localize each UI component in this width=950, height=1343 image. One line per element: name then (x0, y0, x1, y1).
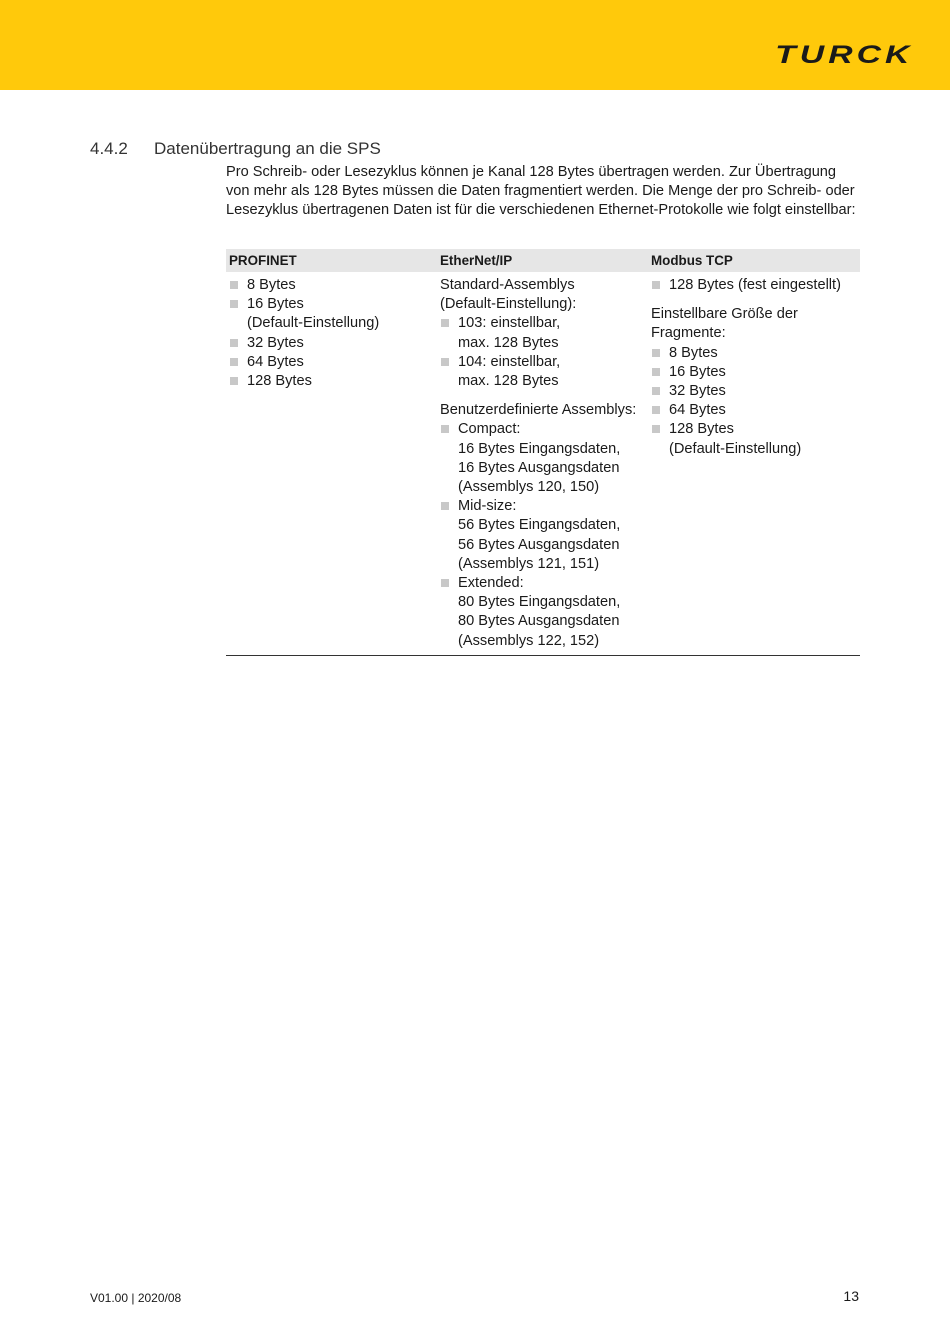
modbus-fixed-list (648, 276, 860, 295)
footer-version: V01.00 | 2020/08 (90, 1291, 182, 1305)
fragment-size-list (648, 344, 860, 459)
table-body-row (226, 272, 860, 656)
list-item: Compact: 16 Bytes Eingangsdaten, 16 Bytes Ausgangsdaten (Assemblys 120, 150) (437, 420, 648, 497)
list-item: 103: einstellbar, max. 128 Bytes (437, 314, 648, 352)
header-profinet: PROFINET (229, 253, 297, 268)
list-item: Extended: 80 Bytes Eingangsdaten, 80 Bytes Ausgangsdaten (Assemblys 122, 152) (437, 574, 648, 651)
section-heading (90, 139, 381, 159)
list-item: 8 Bytes (648, 344, 860, 363)
list-item: 64 Bytes (226, 353, 437, 372)
section-title: Datenübertragung an die SPS (154, 139, 381, 158)
list-item: 16 Bytes (Default-Einstellung) (226, 295, 437, 333)
list-item: 32 Bytes (648, 382, 860, 401)
fragment-size-heading: Einstellbare Größe der Fragmente: (651, 306, 798, 342)
modbus-cell (648, 276, 860, 651)
list-item: Mid-size: 56 Bytes Eingangsdaten, 56 Bytes Ausgangsdaten (Assemblys 121, 151) (437, 497, 648, 574)
table-header-row (226, 249, 860, 272)
page-number: 13 (843, 1288, 859, 1304)
protocol-table (226, 249, 860, 656)
profinet-list (226, 276, 437, 391)
list-item: 8 Bytes (226, 276, 437, 295)
profinet-cell (226, 276, 437, 651)
ethernetip-cell (437, 276, 648, 651)
standard-assemblies-list (437, 314, 648, 391)
list-item: 128 Bytes (fest eingestellt) (648, 276, 860, 295)
list-item: 104: einstellbar, max. 128 Bytes (437, 353, 648, 391)
list-item: 16 Bytes (648, 363, 860, 382)
header-modbus: Modbus TCP (651, 253, 733, 268)
section-number: 4.4.2 (90, 139, 128, 158)
custom-assemblies-heading: Benutzerdefinierte Assemblys: (440, 402, 637, 419)
standard-assemblies-heading: Standard-Assemblys (Default-Einstellung): (440, 277, 577, 313)
header-ethernetip: EtherNet/IP (440, 253, 513, 268)
intro-paragraph: Pro Schreib- oder Lesezyklus können je Kanal 128 Bytes übertragen werden. Zur Übertragung von mehr als 128 Bytes müssen die Daten fragmentiert werden. Die Menge der pro Schreib- oder Lesezyklus übertragenen Daten ist für die verschiedenen Ethernet-Protokolle wie folgt einstellbar: (226, 164, 856, 219)
list-item: 32 Bytes (226, 334, 437, 353)
list-item: 64 Bytes (648, 401, 860, 420)
turck-logo: TURCK (774, 41, 913, 69)
list-item: 128 Bytes (Default-Einstellung) (648, 420, 860, 458)
custom-assemblies-list (437, 420, 648, 650)
list-item: 128 Bytes (226, 372, 437, 391)
